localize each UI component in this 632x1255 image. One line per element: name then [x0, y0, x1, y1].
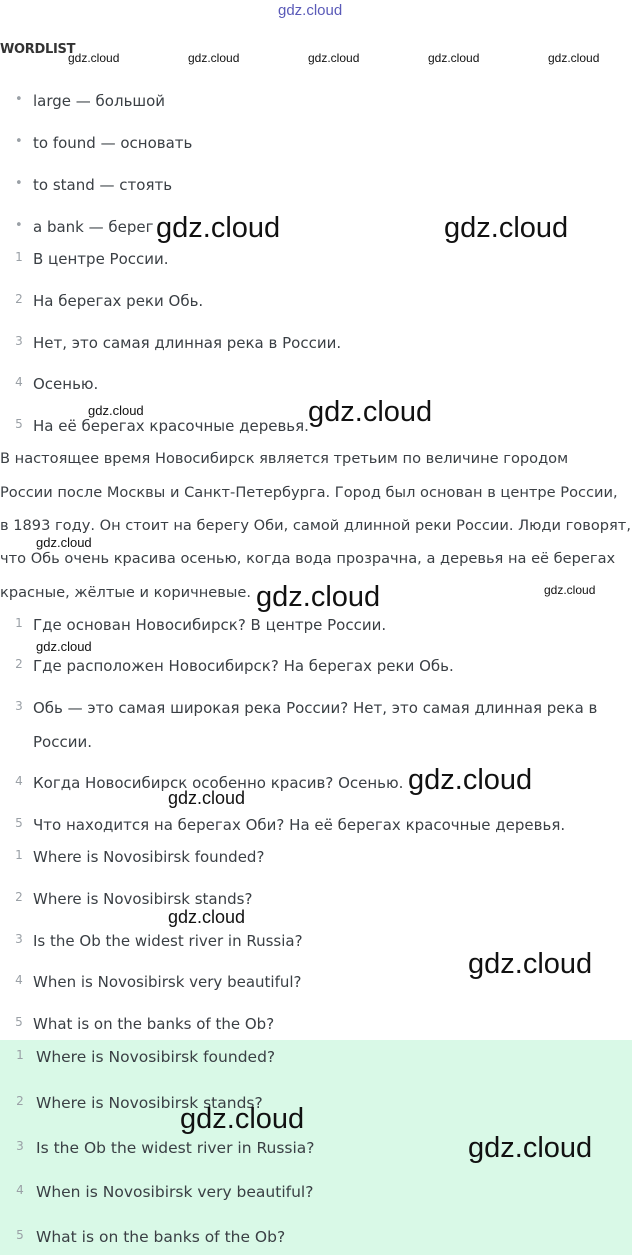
watermark: gdz.cloud	[88, 403, 144, 418]
question-text: When is Novosibirsk very beautiful?	[36, 1183, 314, 1201]
wordlist-entry: to found — основать	[33, 134, 193, 152]
watermark: gdz.cloud	[308, 396, 433, 428]
watermark: gdz.cloud	[278, 2, 343, 19]
qa-text: Где основан Новосибирск? В центре России.	[33, 616, 387, 634]
item-number: 1	[15, 250, 23, 264]
question-text: What is on the banks of the Ob?	[36, 1228, 286, 1246]
watermark: gdz.cloud	[188, 51, 240, 65]
paragraph-line: в 1893 году. Он стоит на берегу Оби, самой длинной реки России. Люди говорят,	[0, 517, 631, 534]
item-number: 5	[15, 816, 23, 830]
question-text: Is the Ob the widest river in Russia?	[36, 1139, 315, 1157]
question-text: Where is Novosibirsk stands?	[36, 1094, 263, 1112]
item-number: 4	[15, 973, 23, 987]
bullet: •	[15, 218, 23, 233]
item-number: 3	[15, 699, 23, 713]
watermark: gdz.cloud	[168, 788, 246, 808]
item-number: 5	[15, 417, 23, 431]
watermark: gdz.cloud	[548, 51, 600, 65]
watermark: gdz.cloud	[168, 907, 246, 927]
qa-text: России.	[33, 733, 92, 751]
wordlist-entry: to stand — стоять	[33, 176, 173, 194]
item-number: 2	[16, 1094, 24, 1108]
item-number: 4	[16, 1183, 24, 1197]
answer-text: На берегах реки Обь.	[33, 292, 204, 310]
question-text: What is on the banks of the Ob?	[33, 1015, 275, 1033]
watermark: gdz.cloud	[180, 1103, 305, 1135]
answer-text: В центре России.	[33, 250, 169, 268]
watermark: gdz.cloud	[256, 581, 381, 613]
bullet: •	[15, 134, 23, 149]
answer-text: Нет, это самая длинная река в России.	[33, 334, 342, 352]
qa-text: Обь — это самая широкая река России? Нет, это самая длинная река в	[33, 699, 598, 717]
item-number: 2	[15, 292, 23, 306]
qa-text: Когда Новосибирск особенно красив? Осенью.	[33, 774, 404, 792]
item-number: 4	[15, 375, 23, 389]
watermark: gdz.cloud	[408, 764, 533, 796]
watermark: gdz.cloud	[308, 51, 360, 65]
watermark: gdz.cloud	[36, 639, 92, 654]
question-text: Where is Novosibirsk founded?	[33, 848, 265, 866]
wordlist-entry: a bank — берег	[33, 218, 154, 236]
watermark: gdz.cloud	[444, 212, 569, 244]
paragraph-line: России после Москвы и Санкт-Петербурга. Город был основан в центре России,	[0, 484, 618, 501]
item-number: 3	[15, 932, 23, 946]
paragraph-line: красные, жёлтые и коричневые.	[0, 584, 251, 601]
item-number: 5	[15, 1015, 23, 1029]
answer-text: На её берегах красочные деревья.	[33, 417, 309, 435]
item-number: 5	[16, 1228, 24, 1242]
watermark: gdz.cloud	[36, 535, 92, 550]
item-number: 3	[15, 334, 23, 348]
bullet: •	[15, 92, 23, 107]
paragraph-line: В настоящее время Новосибирск является третьим по величине городом	[0, 450, 569, 467]
item-number: 1	[16, 1048, 24, 1062]
watermark: gdz.cloud	[468, 948, 593, 980]
item-number: 4	[15, 774, 23, 788]
item-number: 2	[15, 657, 23, 671]
item-number: 1	[15, 616, 23, 630]
watermark: gdz.cloud	[68, 51, 120, 65]
wordlist-heading: WORDLIST	[0, 42, 76, 57]
bullet: •	[15, 176, 23, 191]
question-text: Where is Novosibirsk founded?	[36, 1048, 276, 1066]
item-number: 1	[15, 848, 23, 862]
item-number: 2	[15, 890, 23, 904]
watermark: gdz.cloud	[156, 212, 281, 244]
answer-text: Осенью.	[33, 375, 99, 393]
qa-text: Что находится на берегах Оби? На её берегах красочные деревья.	[33, 816, 566, 834]
watermark: gdz.cloud	[468, 1132, 593, 1164]
question-text: Where is Novosibirsk stands?	[33, 890, 253, 908]
paragraph-line: что Обь очень красива осенью, когда вода прозрачна, а деревья на её берегах	[0, 550, 616, 567]
watermark: gdz.cloud	[428, 51, 480, 65]
item-number: 3	[16, 1139, 24, 1153]
qa-text: Где расположен Новосибирск? На берегах реки Обь.	[33, 657, 454, 675]
question-text: Is the Ob the widest river in Russia?	[33, 932, 303, 950]
watermark: gdz.cloud	[544, 583, 596, 597]
question-text: When is Novosibirsk very beautiful?	[33, 973, 302, 991]
wordlist-entry: large — большой	[33, 92, 166, 110]
